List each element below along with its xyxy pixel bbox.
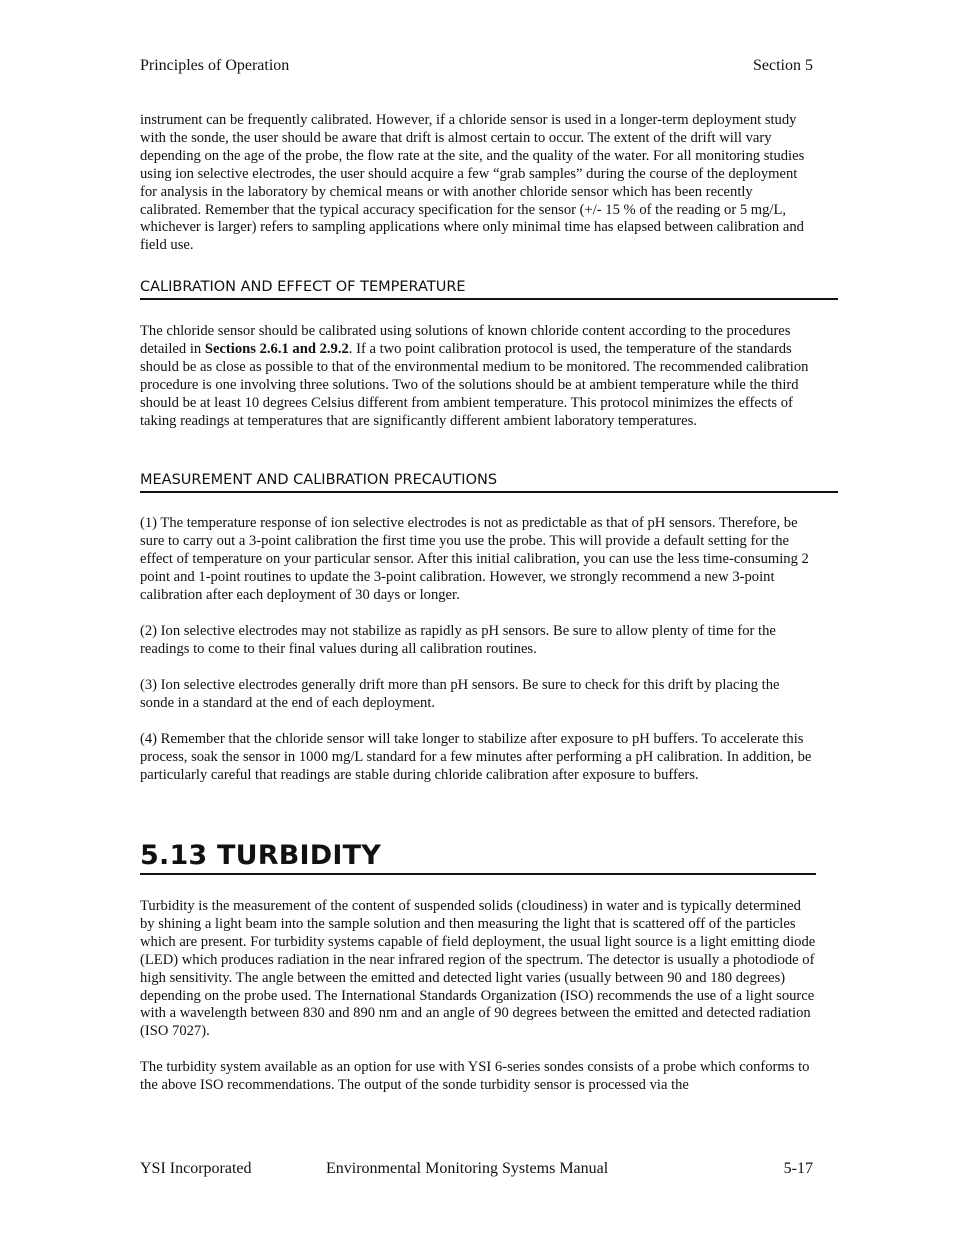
paragraph-drift: instrument can be frequently calibrated. However, if a chloride sensor is used in a longer-term deployment study with the sonde, the user should be aware that drift is almost certain to occur. The extent of the drift will vary depending on the age of the probe, the flow rate at the site, and the quality of the water. For all monitoring studies using ion selective electrodes, the user should acquire a few “grab samples” during the course of the deployment for analysis in the laboratory by chemical means or with another chloride sensor which has been recently calibrated. Remember that the typical accuracy specification for the sensor (+/- 15 % of the reading or 5 mg/L, whichever is larger) refers to sampling applications where only minimal time has elapsed between calibration and field use. <box>140 112 805 254</box>
header-right: Section 5 <box>753 57 813 74</box>
precaution-4: (4) Remember that the chloride sensor will take longer to stabilize after exposure to pH buffers. To accelerate this process, soak the sensor in 1000 mg/L standard for a few minutes after performing a pH calibration. In addition, be particularly careful that readings are stable during chloride calibration after exposure to buffers. <box>140 731 812 783</box>
footer-manual-title: Environmental Monitoring Systems Manual <box>326 1160 609 1177</box>
heading-precautions: MEASUREMENT AND CALIBRATION PRECAUTIONS <box>140 470 838 493</box>
header-left: Principles of Operation <box>140 57 290 74</box>
precaution-2: (2) Ion selective electrodes may not stabilize as rapidly as pH sensors. Be sure to allow plenty of time for the readings to come to their final values during all calibration routines. <box>140 623 776 657</box>
footer-page-number: 5-17 <box>783 1160 813 1177</box>
precaution-1: (1) The temperature response of ion selective electrodes is not as predictable as that of pH sensors. Therefore, be sure to carry out a 3-point calibration the first time you use the probe. This will provide a default setting for the effect of temperature on your particular sensor. After this initial calibration, you can use the less time-consuming 2 point and 1-point routines to update the 3-point calibration. However, we strongly recommend a new 3-point calibration after each deployment of 30 days or longer. <box>140 515 809 603</box>
paragraph-turbidity-system: The turbidity system available as an option for use with YSI 6-series sondes consists of a probe which conforms to the above ISO recommendations. The output of the sonde turbidity sensor is processed via the <box>140 1059 810 1093</box>
calibration-text-start: The chloride sensor should be calibrated using solutions of known chloride content according to the procedures detailed in <box>140 323 791 357</box>
paragraph-turbidity-intro: Turbidity is the measurement of the content of suspended solids (cloudiness) in water and is typically determined by shining a light beam into the sample solution and then measuring the light that is scattered off of the particles which are present. For turbidity systems capable of field deployment, the usual light source is a light emitting diode (LED) which produces radiation in the near infrared region of the spectrum. The detector is usually a photodiode of high sensitivity. The angle between the emitted and detected light varies (usually between 90 and 180 degrees) depending on the probe used. The International Standards Organization (ISO) recommends the use of a light source with a wavelength between 830 and 890 nm and an angle of 90 degrees between the emitted and detected radiation (ISO 7027). <box>140 898 816 1040</box>
paragraph-calibration <box>140 323 816 430</box>
calibration-text-end: . If a two point calibration protocol is used, the temperature of the standards should be as close as possible to that of the environmental medium to be monitored. The recommended calibration procedure is one involving three solutions. Two of the solutions should be at ambient temperature while the third should be at least 10 degrees Celsius different from ambient temperature. This protocol minimizes the effects of taking readings at temperatures that are significantly different ambient laboratory temperatures. <box>140 340 809 429</box>
heading-calibration-temperature: CALIBRATION AND EFFECT OF TEMPERATURE <box>140 277 838 300</box>
section-title-turbidity: 5.13 TURBIDITY <box>140 839 816 875</box>
calibration-section-reference: Sections 2.6.1 and 2.9.2 <box>204 340 349 357</box>
footer-company: YSI Incorporated <box>140 1160 252 1177</box>
precaution-3: (3) Ion selective electrodes generally drift more than pH sensors. Be sure to check for this drift by placing the sonde in a standard at the end of each deployment. <box>140 677 780 711</box>
